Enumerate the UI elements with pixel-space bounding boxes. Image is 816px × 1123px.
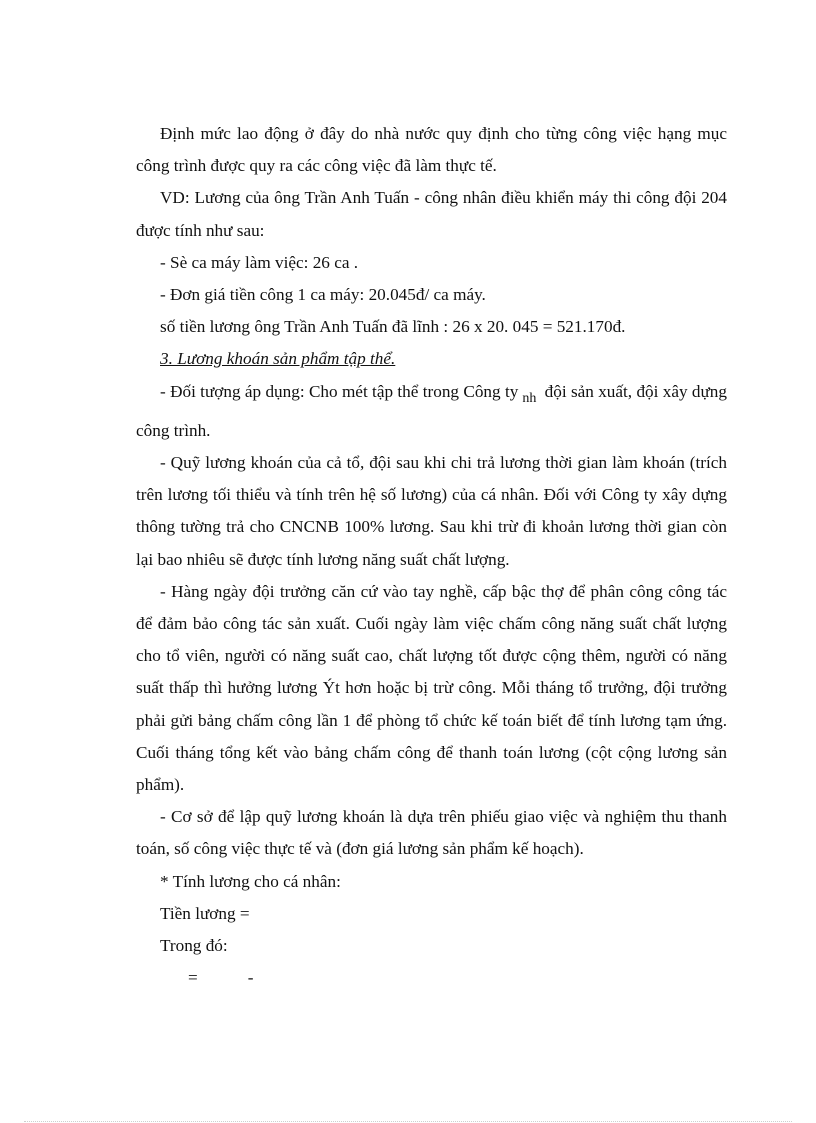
equation-minus: - [247, 968, 254, 988]
paragraph-unit-price: - Đơn giá tiền công 1 ca máy: 20.045đ/ ca máy. [160, 285, 486, 305]
paragraph-target-before: - Đối tượng áp dụng: Cho mét tập thể trong Công ty [160, 381, 519, 401]
paragraph-target-after: đội sản xuất, đội xây dựng công trình. [136, 381, 727, 440]
equation-equals: = [188, 968, 198, 988]
equation-line [136, 962, 727, 994]
section-heading [136, 343, 727, 375]
paragraph-labor-norm: Định mức lao động ở đây do nhà nước quy định cho từng công việc hạng mục công trình được quy ra các công việc đã làm thực tế. [136, 124, 727, 176]
line-where: Trong đó: [160, 936, 228, 956]
paragraph-target [136, 376, 727, 447]
paragraph-example: VD: Lương của ông Trần Anh Tuấn - công nhân điều khiển máy thi công đội 204 được tính như sau: [136, 188, 727, 240]
paragraph-total-wage: số tiền lương ông Trần Anh Tuấn đã lĩnh : 26 x 20. 045 = 521.170đ. [160, 317, 626, 337]
line-individual-wage: * Tính lương cho cá nhân: [160, 871, 341, 891]
paragraph-fund: - Quỹ lương khoán của cả tổ, đội sau khi chi trả lương thời gian làm khoán (trích trên lương tối thiểu và tính trên hệ số lương) của cá nhân. Đối với Công ty xây dựng thông tường trả cho CNCNB 100% lương. Sau khi trừ đi khoản lương thời gian còn lại bao nhiêu sẽ được tính lương năng suất chất lượng. [136, 453, 727, 569]
line-wage-formula: Tiền lương = [160, 903, 250, 923]
paragraph-target-sub: nh [522, 390, 537, 406]
page-bottom-rule [24, 1121, 792, 1122]
paragraph-basis: - Cơ sở để lập quỹ lương khoán là dựa trên phiếu giao việc và nghiệm thu thanh toán, số công việc thực tế và (đơn giá lương sản phẩm kế hoạch). [136, 807, 727, 859]
section-heading-text: 3. Lương khoán sản phẩm tập thể. [160, 349, 396, 369]
paragraph-daily: - Hàng ngày đội trưởng căn cứ vào tay nghề, cấp bậc thợ để phân công công tác để đảm bảo công tác sản xuất. Cuối ngày làm việc chấm công năng suất chất lượng cho tổ viên, người có năng suất cao, chất lượng tốt được cộng thêm, người có năng suất thấp thì hưởng lương Ýt hơn hoặc bị trừ công. Mỗi tháng tổ trưởng, đội trưởng phải gửi bảng chấm công lần 1 để phòng tổ chức kế toán biết để tính lương tạm ứng. Cuối tháng tổng kết vào bảng chấm công để thanh toán lương (cột cộng lương sản phẩm). [136, 581, 727, 795]
paragraph-shifts: - Sè ca máy làm việc: 26 ca . [160, 252, 359, 272]
document-page [136, 118, 727, 994]
